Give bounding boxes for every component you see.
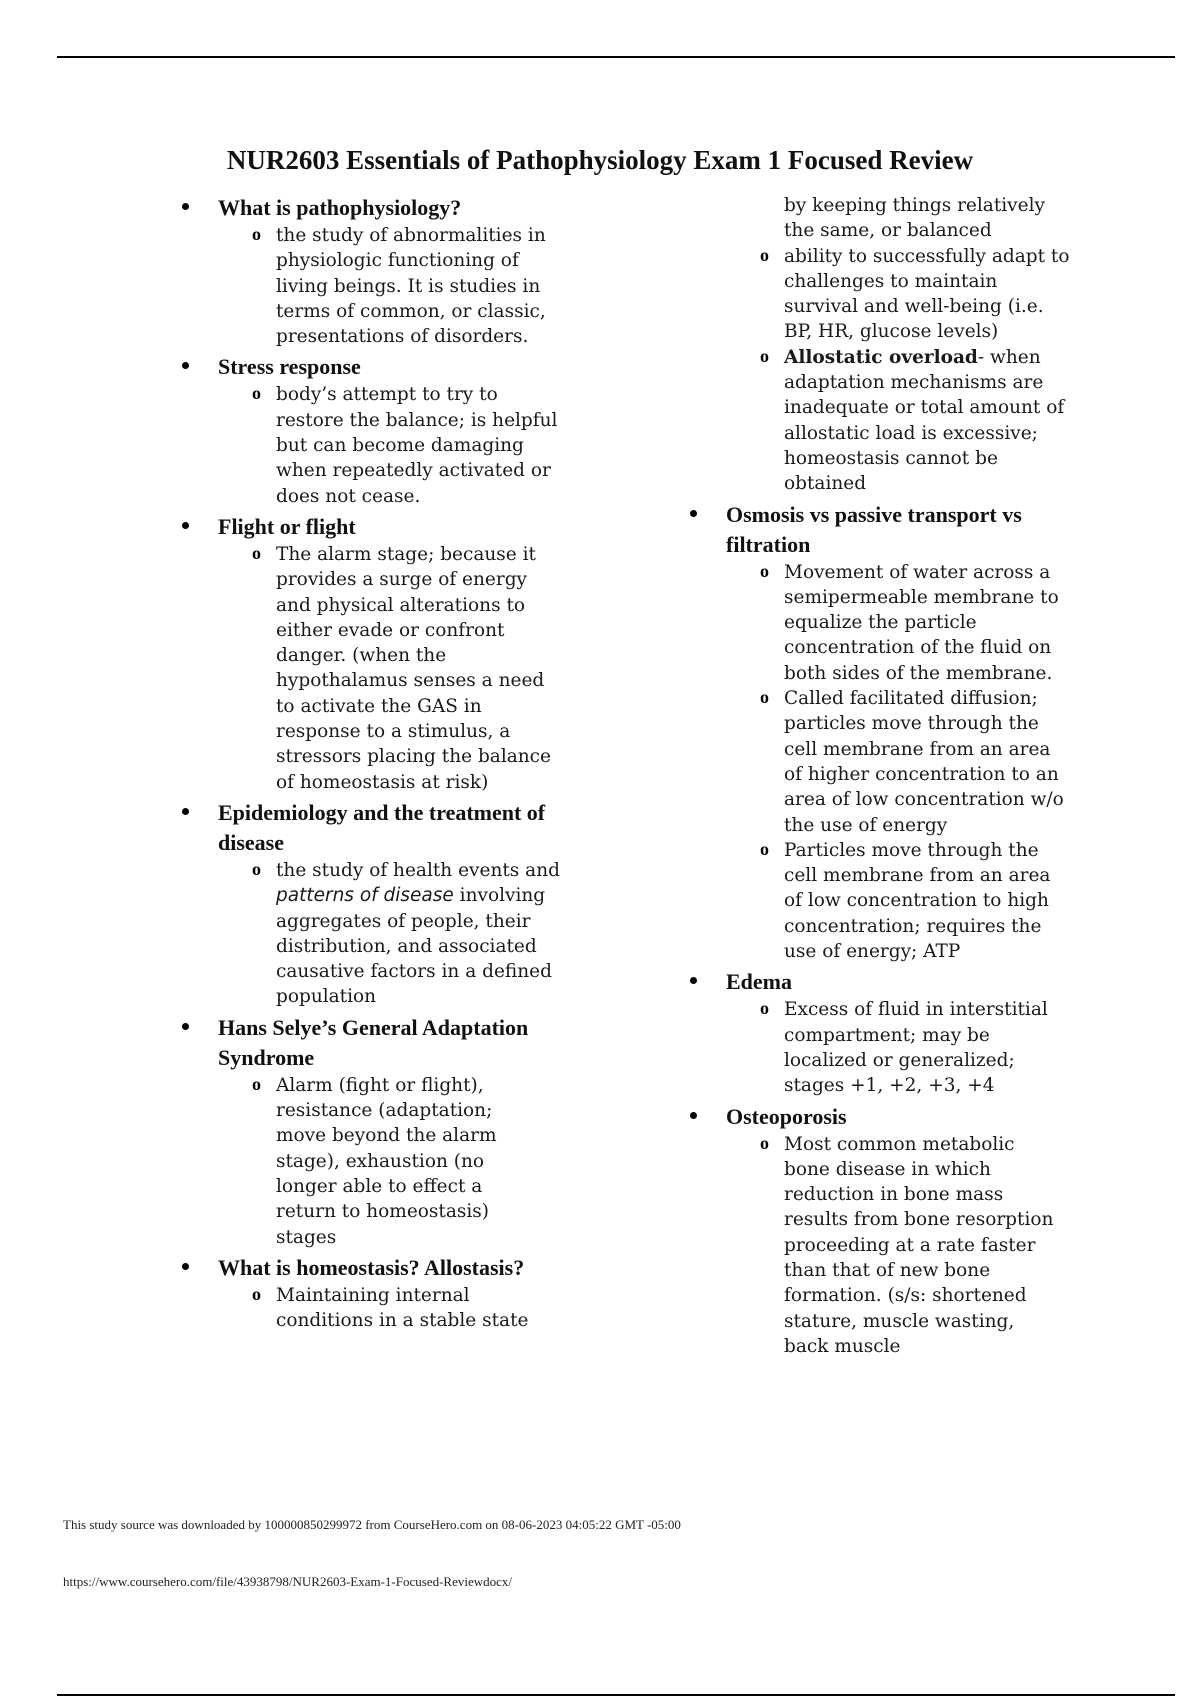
left-column — [176, 193, 596, 1333]
answer-item — [176, 858, 596, 1010]
sub-bullet-icon: o — [252, 383, 261, 404]
answer-text: the study of health events and patterns of disease involving aggregates of people, their distribution, and associated causative factors in a defined population — [276, 859, 560, 1008]
sub-bullet-icon: o — [252, 858, 261, 879]
list-item — [176, 1253, 596, 1334]
answer-item — [176, 382, 596, 508]
bullet-icon — [182, 522, 189, 529]
answer-item — [176, 542, 596, 795]
answer-text: by keeping things relatively the same, or balanced — [784, 195, 1045, 242]
sub-bullet-icon: o — [760, 244, 769, 265]
list-item — [684, 1102, 1094, 1360]
sub-bullet-icon: o — [760, 1132, 769, 1153]
answer-text: The alarm stage; because it provides a surge of energy and physical alterations to either evade or confront danger. (when the hypothalamus senses a need to activate the GAS in response to a stimulus, a stressors placing the balance of homeostasis at risk) — [276, 543, 551, 793]
question-heading: What is pathophysiology? — [218, 195, 462, 220]
sub-bullet-icon: o — [760, 838, 769, 859]
list-item — [684, 967, 1094, 1098]
bullet-icon — [182, 362, 189, 369]
sub-bullet-icon: o — [760, 560, 769, 581]
question-heading: Edema — [726, 969, 792, 995]
question-heading: Osteoporosis — [726, 1103, 847, 1129]
list-item — [176, 193, 596, 349]
answer-item — [684, 345, 1094, 497]
document-title: NUR2603 Essentials of Pathophysiology Exam 1 Focused Review — [226, 145, 974, 175]
answer-text: Called facilitated diffusion; particles move through the cell membrane from an area of higher concentration to an area of low concentration w/o the use of energy — [784, 688, 1064, 836]
answer-item — [684, 1132, 1094, 1360]
answer-text: Excess of fluid in interstitial compartment; may be localized or generalized; stages +1, +2, +3, +4 — [784, 999, 1048, 1097]
answer-text: ability to successfully adapt to challenges to maintain survival and well-being (i.e. BP, HR, glucose levels) — [784, 245, 1070, 343]
answer-item — [684, 244, 1094, 345]
list-item — [176, 512, 596, 795]
answer-text: Allostatic overload- when adaptation mechanisms are inadequate or total amount of allostatic load is excessive; homeostasis cannot be obtained — [784, 346, 1065, 495]
bullet-icon — [182, 203, 189, 210]
list-item — [684, 193, 1094, 497]
source-url-link[interactable]: https://www.coursehero.com/file/43938798/NUR2603-Exam-1-Focused-Reviewdocx/ — [63, 1574, 513, 1589]
bullet-icon — [182, 1023, 189, 1030]
question-heading: Hans Selye’s General Adaptation Syndrome — [218, 1014, 529, 1070]
sub-bullet-icon: o — [252, 224, 261, 244]
list-item — [176, 798, 596, 1010]
sub-bullet-icon: o — [252, 542, 261, 563]
answer-text: Particles move through the cell membrane from an area of low concentration to high concentration; requires the use of energy; ATP — [784, 839, 1051, 963]
question-heading: Flight or flight — [218, 513, 356, 539]
bullet-icon — [690, 977, 697, 984]
answer-text: Maintaining internal conditions in a stable state — [276, 1284, 529, 1332]
answer-item — [176, 223, 596, 349]
answer-text: Most common metabolic bone disease in which reduction in bone mass results from bone resorption proceeding at a rate faster than that of new bone formation. (s/s: shortened stature, muscle wasting, back muscle — [784, 1133, 1054, 1357]
strong-text: Allostatic overload — [784, 346, 978, 368]
answer-item — [176, 1073, 596, 1250]
bullet-icon — [690, 510, 697, 517]
right-column — [684, 193, 1094, 1359]
list-item — [176, 352, 596, 508]
sub-bullet-icon: o — [252, 1073, 261, 1094]
answer-item — [684, 560, 1094, 686]
bottom-rule — [57, 1694, 1175, 1696]
answer-text: body’s attempt to try to restore the balance; is helpful but can become damaging when repeatedly activated or does not cease. — [276, 384, 558, 507]
list-item — [684, 500, 1094, 965]
sub-bullet-icon: o — [252, 1283, 261, 1304]
download-notice: This study source was downloaded by 100000850299972 from CourseHero.com on 08-06-2023 04:05:22 GMT -05:00 — [63, 1517, 681, 1532]
bullet-icon — [690, 1112, 697, 1119]
list-item — [176, 1013, 596, 1250]
sub-bullet-icon: o — [760, 345, 769, 366]
answer-text: Alarm (fight or flight), resistance (adaptation; move beyond the alarm stage), exhaustion (no longer able to effect a return to homeostasis) stages — [276, 1074, 497, 1248]
question-heading: What is homeostasis? Allostasis? — [218, 1254, 525, 1280]
answer-item — [684, 686, 1094, 838]
question-heading: Osmosis vs passive transport vs filtration — [726, 501, 1022, 557]
emphasis-text: patterns of disease — [276, 885, 454, 907]
sub-bullet-icon: o — [760, 687, 769, 708]
question-heading: Epidemiology and the treatment of disease — [218, 799, 546, 855]
answer-item — [684, 997, 1094, 1098]
answer-text: the study of abnormalities in physiologic functioning of living beings. It is studies in terms of common, or classic, presentations of disorders. — [276, 225, 546, 348]
answer-item — [176, 1283, 596, 1334]
bullet-icon — [182, 808, 189, 815]
top-rule — [57, 56, 1175, 58]
answer-text: Movement of water across a semipermeable membrane to equalize the particle concentration of the fluid on both sides of the membrane. — [784, 561, 1059, 684]
sub-bullet-icon: o — [760, 998, 769, 1019]
answer-item — [684, 838, 1094, 964]
answer-item — [684, 193, 1094, 244]
bullet-icon — [182, 1263, 189, 1270]
question-heading: Stress response — [218, 354, 361, 380]
